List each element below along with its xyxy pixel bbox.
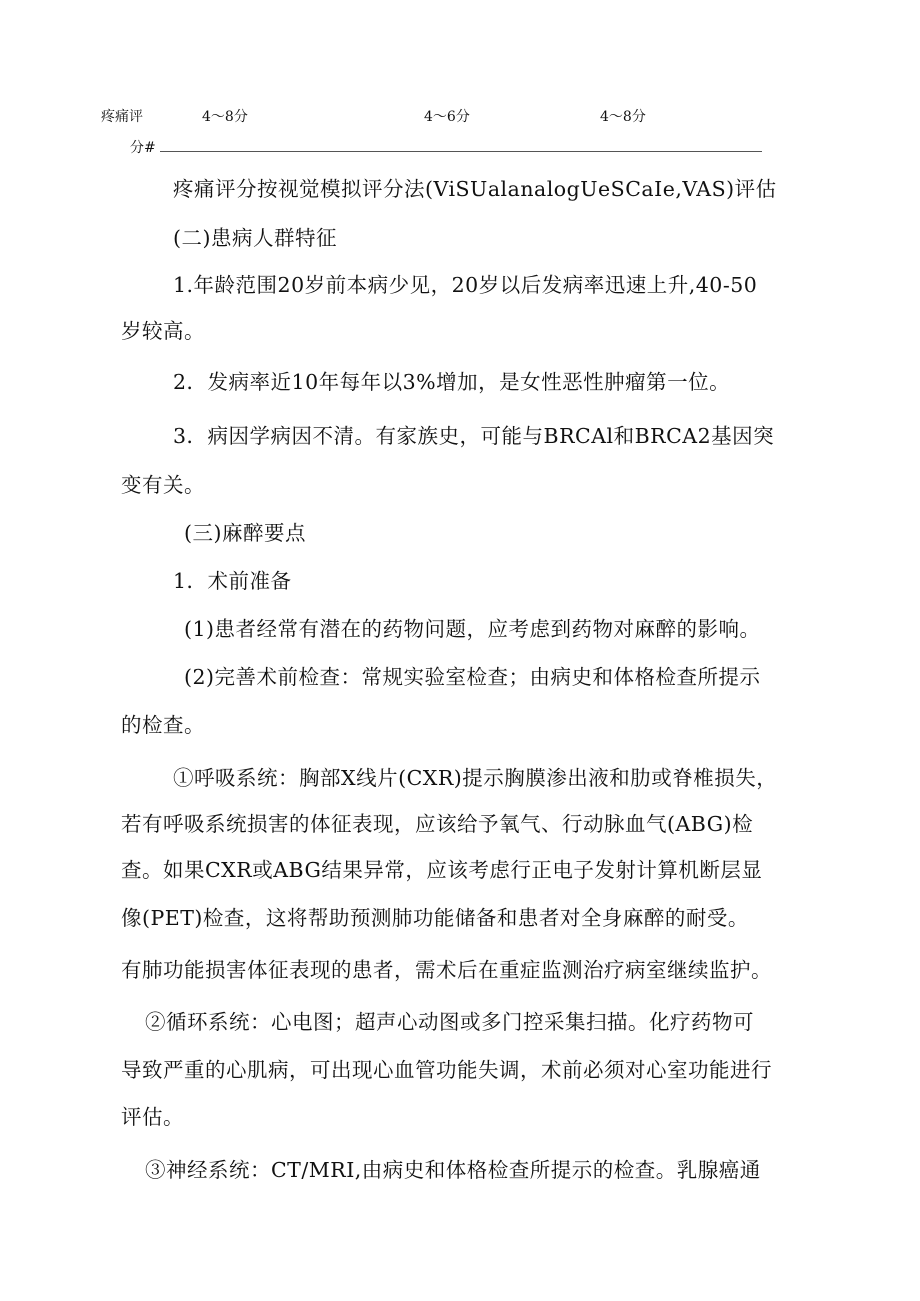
table-bottom-rule (160, 151, 762, 152)
paragraph-line: ①呼吸系统：胸部X线片(CXR)提示胸膜渗出液和肋或脊椎损失， (173, 766, 778, 790)
paragraph-line: 有肺功能损害体征表现的患者，需术后在重症监测治疗病室继续监护。 (121, 958, 772, 982)
section-heading-3: (三)麻醉要点 (184, 521, 306, 545)
pain-score-label: 疼痛评 (101, 109, 143, 125)
paragraph-line: 的检查。 (121, 713, 205, 737)
section-heading-2: (二)患病人群特征 (173, 226, 337, 250)
pain-score-value-3: 4～8分 (600, 109, 646, 125)
paragraph-line: 评估。 (121, 1105, 184, 1129)
paragraph-line: (1)患者经常有潜在的药物问题，应考虑到药物对麻醉的影响。 (184, 617, 761, 641)
pain-score-value-2: 4～6分 (424, 109, 470, 125)
paragraph-line: 岁较高。 (121, 319, 205, 343)
paragraph-line: 若有呼吸系统损害的体征表现，应该给予氧气、行动脉血气(ABG)检 (121, 812, 754, 836)
paragraph-line: 3．病因学病因不清。有家族史，可能与BRCAl和BRCA2基因突 (173, 424, 775, 448)
paragraph-line: ②循环系统：心电图；超声心动图或多门控采集扫描。化疗药物可 (145, 1010, 754, 1034)
paragraph-line: (2)完善术前检查：常规实验室检查；由病史和体格检查所提示 (184, 665, 761, 689)
paragraph-line: 查。如果CXR或ABG结果异常，应该考虑行正电子发射计算机断层显 (121, 858, 763, 882)
pain-score-label-cont: 分# (130, 140, 156, 156)
paragraph-line: 像(PET)检查，这将帮助预测肺功能储备和患者对全身麻醉的耐受。 (121, 906, 749, 930)
paragraph-line: 1.年龄范围20岁前本病少见，20岁以后发病率迅速上升,40-50 (173, 273, 758, 297)
paragraph-line: ③神经系统：CT/MRI,由病史和体格检查所提示的检查。乳腺癌通 (145, 1158, 761, 1182)
pain-score-value-1: 4～8分 (202, 109, 248, 125)
paragraph-line: 2．发病率近10年每年以3%增加，是女性恶性肿瘤第一位。 (173, 370, 731, 394)
paragraph-line: 变有关。 (121, 473, 205, 497)
vas-note: 疼痛评分按视觉模拟评分法(ViSUalanalogUeSCaIe,VAS)评估 (173, 177, 777, 201)
paragraph-line: 导致严重的心肌病，可出现心血管功能失调，术前必须对心室功能进行 (121, 1058, 772, 1082)
subsection-heading: 1．术前准备 (173, 569, 292, 593)
